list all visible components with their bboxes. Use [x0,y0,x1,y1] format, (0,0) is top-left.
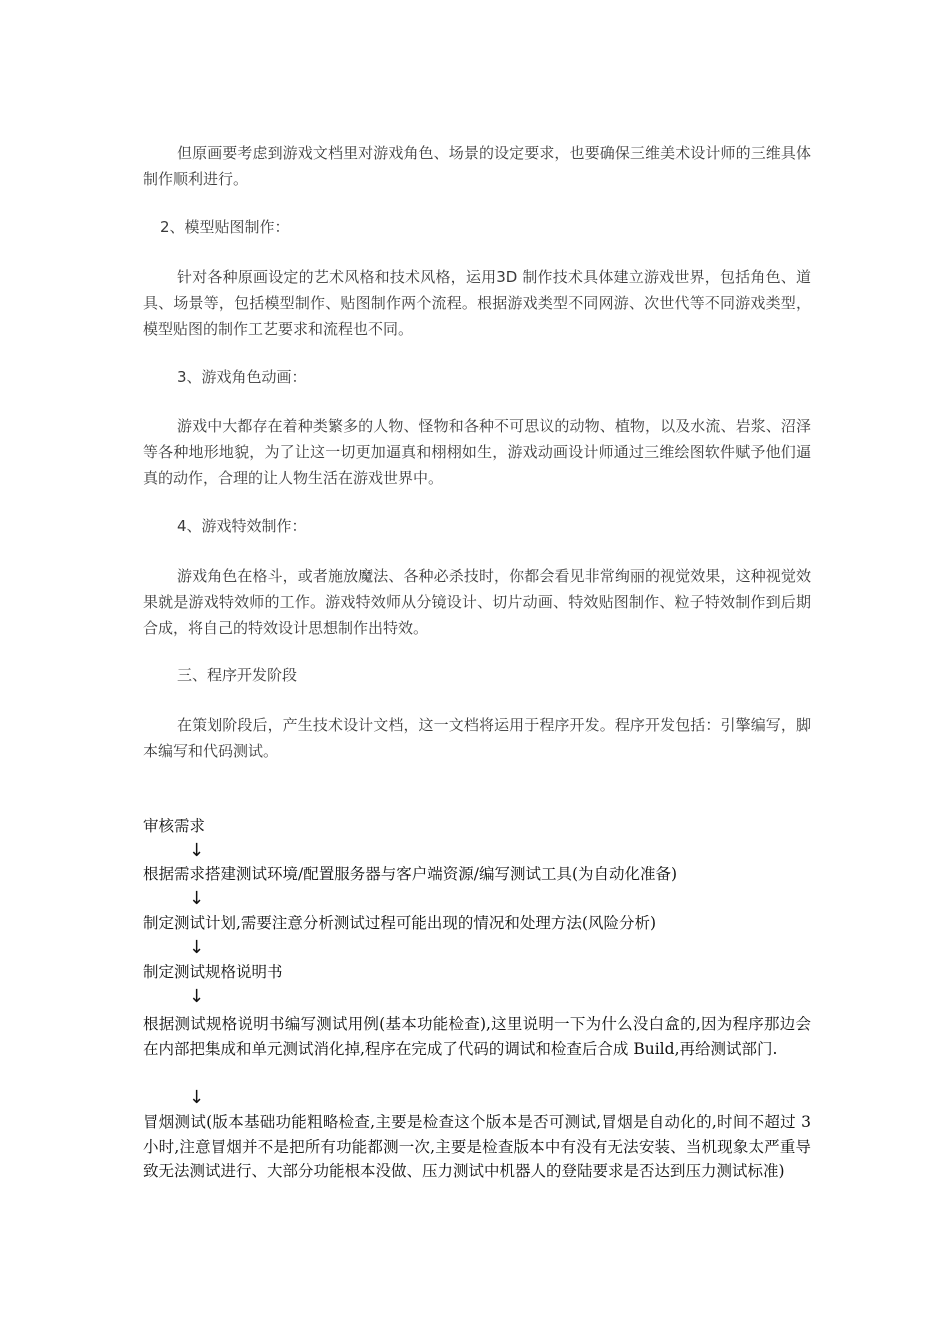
paragraph-original-art: 但原画要考虑到游戏文档里对游戏角色、场景的设定要求，也要确保三维美术设计师的三维具体制作顺利进行。 [143,144,811,188]
flow-step-test-specification: 制定测试规格说明书 [143,963,283,981]
down-arrow-icon: ↓ [189,937,205,958]
heading-model-texture: 2、模型贴图制作： [160,218,290,236]
paragraph-program-development: 在策划阶段后，产生技术设计文档，这一文档将运用于程序开发。程序开发包括：引擎编写，脚本编写和代码测试。 [143,716,811,760]
flow-step-review-requirements: 审核需求 [143,817,206,835]
flow-step-smoke-test: 冒烟测试(版本基础功能粗略检查,主要是检查这个版本是否可测试,冒烟是自动化的,时间不超过 3 小时,注意冒烟并不是把所有功能都测一次,主要是检查版本中有没有无法安装、当机现象太严重导致无法测试进行、大部分功能根本没做、压力测试中机器人的登陆要求是否达到压力测试标准) [143,1113,811,1180]
down-arrow-icon: ↓ [189,840,205,861]
flow-step-test-plan: 制定测试计划,需要注意分析测试过程可能出现的情况和处理方法(风险分析) [143,914,657,932]
heading-character-animation: 3、游戏角色动画： [177,368,307,386]
down-arrow-icon: ↓ [189,888,205,909]
paragraph-effects: 游戏角色在格斗，或者施放魔法、各种必杀技时，你都会看见非常绚丽的视觉效果，这种视觉效果就是游戏特效师的工作。游戏特效师从分镜设计、切片动画、特效贴图制作、粒子特效制作到后期合成，将自己的特效设计思想制作出特效。 [143,567,811,637]
heading-effects: 4、游戏特效制作： [177,517,307,535]
down-arrow-icon: ↓ [189,986,205,1007]
paragraph-character-animation: 游戏中大都存在着种类繁多的人物、怪物和各种不可思议的动物、植物，以及水流、岩浆、沼泽等各种地形地貌，为了让这一切更加逼真和栩栩如生，游戏动画设计师通过三维绘图软件赋予他们逼真的动作，合理的让人物生活在游戏世界中。 [143,417,811,487]
paragraph-model-texture: 针对各种原画设定的艺术风格和技术风格，运用3D 制作技术具体建立游戏世界，包括角色、道具、场景等，包括模型制作、贴图制作两个流程。根据游戏类型不同网游、次世代等不同游戏类型，模型贴图的制作工艺要求和流程也不同。 [143,268,811,338]
flow-step-test-cases: 根据测试规格说明书编写测试用例(基本功能检查),这里说明一下为什么没白盒的,因为程序那边会在内部把集成和单元测试消化掉,程序在完成了代码的调试和检查后合成 Build,再给测试部门. [143,1015,811,1058]
heading-program-development: 三、程序开发阶段 [177,666,298,684]
flow-step-setup-environment: 根据需求搭建测试环境/配置服务器与客户端资源/编写测试工具(为自动化准备) [143,865,678,883]
down-arrow-icon: ↓ [189,1087,205,1108]
